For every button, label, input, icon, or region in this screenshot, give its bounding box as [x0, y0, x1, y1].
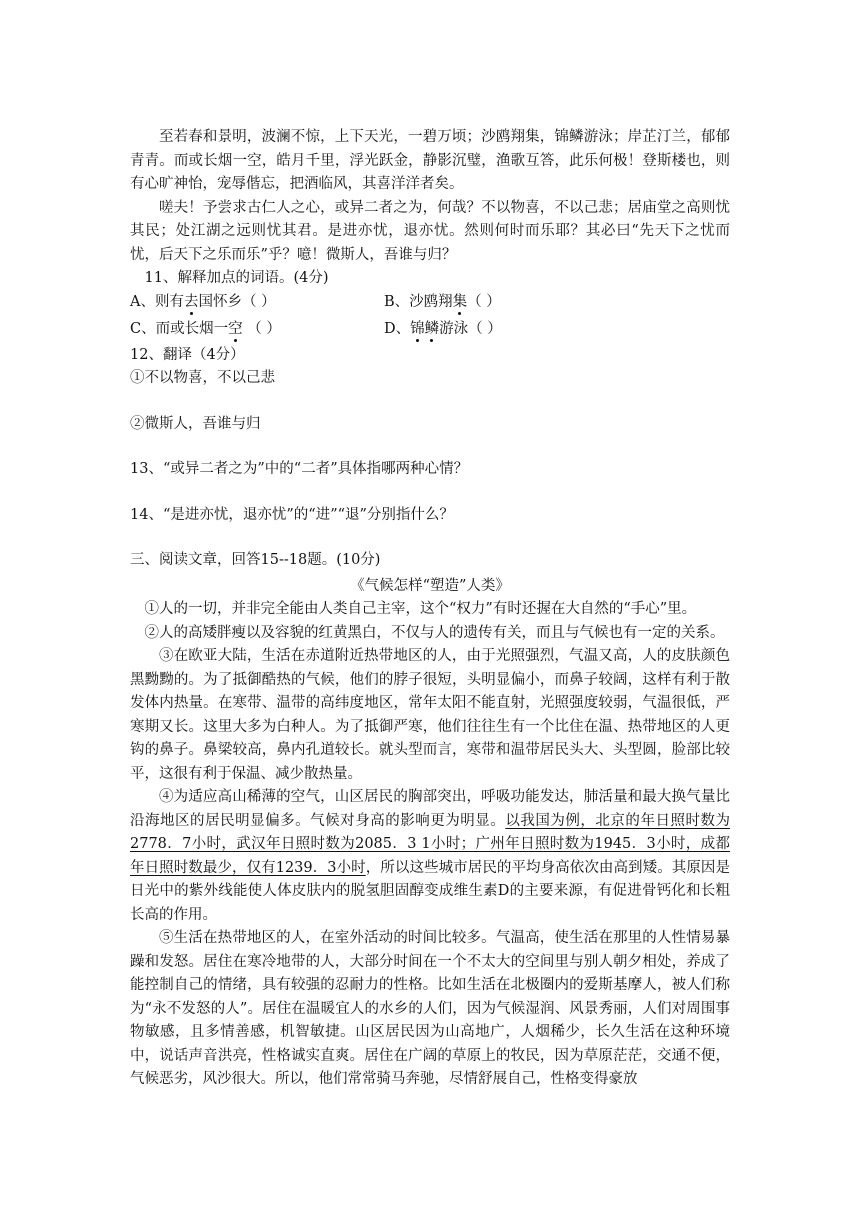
article-paragraph-1: ①人的一切，并非完全能由人类自己主宰，这个“权力”有时还握在大自然的“手心”里。	[144, 601, 697, 617]
answer-space	[130, 482, 730, 504]
dotted-word: 集	[452, 293, 468, 310]
option-b: B、沙鸥翔集（ ）	[384, 293, 501, 310]
dotted-word: 去	[183, 293, 199, 310]
question-13: 13、“或异二者之为”中的“二者”具体指哪两种心情？	[130, 461, 469, 477]
question-14: 14、“是进亦忧，退亦忧”的“进”“退”分别指什么？	[130, 506, 454, 523]
answer-space	[130, 436, 730, 458]
option-a: A、则有去国怀乡（ ）	[130, 293, 276, 310]
article-paragraph-5: ⑤生活在热带地区的人，在室外活动的时间比较多。气温高，使生活在那里的人性情易暴躁和发怒。居住在寒冷地带的人，大部分时间在一个不太大的空间里与别人朝夕相处，养成了能控制自己的情绪，具有较强的忍耐力的性格。比如生活在北极圈内的爱斯基摩人，被人们称为“永不发怒的人”。居住在温暖宜人的水乡的人们，因为气候湿润、风景秀丽，人们对周围事物敏感，且多情善感，机智敏捷。山区居民因为山高地广，人烟稀少，长久生活在这种环境中，说话声音洪亮，性格诚实直爽。居住在广阔的草原上的牧民，因为草原茫茫，交通不便，气候恶劣，风沙很大。所以，他们常常骑马奔驰，尽情舒展自己，性格变得豪放	[130, 930, 730, 1087]
question-11-options-row-1	[130, 291, 730, 315]
answer-space	[130, 391, 730, 413]
option-c: C、而或长烟一空 （ ）	[130, 321, 281, 337]
question-12-item-1: ①不以物喜，不以己悲	[130, 370, 275, 386]
section-3-heading: 三、阅读文章，回答15--18题。(10分)	[130, 552, 381, 568]
question-11-stem: 11、解释加点的词语。(4分)	[144, 270, 329, 286]
question-12-item-2: ②微斯人，吾谁与归	[130, 415, 261, 432]
underlined-sentence: 以我国为例，北京的年日照时数为2778．7小时，武汉年日照时数为2085．3 1小时；广州年日照时数为1945．3小时，成都年日照时数最少，仅有1239．3小时	[130, 812, 731, 876]
dotted-word: 鳞	[424, 321, 440, 337]
passage-paragraph-1: 至若春和景明，波澜不惊，上下天光，一碧万顷；沙鸥翔集，锦鳞游泳；岸芷汀兰，郁郁青青。而或长烟一空，皓月千里，浮光跃金，静影沉璧，渔歌互答，此乐何极！登斯楼也，则有心旷神怡，宠辱偕忘，把酒临风，其喜洋洋者矣。	[130, 129, 730, 192]
passage-paragraph-2: 嗟夫！予尝求古仁人之心，或异二者之为，何哉？不以物喜，不以己悲；居庙堂之高则忧其民；处江湖之远则忧其君。是进亦忧，退亦忧。然则何时而乐耶？其必曰“先天下之忧而忧，后天下之乐而乐”乎？噫！微斯人，吾谁与归？	[130, 199, 730, 263]
article-paragraph-3: ③在欧亚大陆，生活在赤道附近热带地区的人，由于光照强烈，气温又高，人的皮肤颜色黑黝黝的。为了抵御酷热的气候，他们的脖子很短，头明显偏小，而鼻子较阔，这样有利于散发体内热量。在寒带、温带的高纬度地区，常年太阳不能直射，光照强度较弱，气温很低，严寒期又长。这里大多为白种人。为了抵御严寒，他们往往生有一个比住在温、热带地区的人更钩的鼻子。鼻梁较高，鼻内孔道较长。就头型而言，寒带和温带居民头大、头型圆，脸部比较平，这很有利于保温、减少散热量。	[130, 648, 730, 782]
article-paragraph-4: ④为适应高山稀薄的空气，山区居民的胸部突出，呼吸功能发达，肺活量和最大换气量比沿海地区的居民明显偏多。气候对身高的影响更为明显。以我国为例，北京的年日照时数为2778．7小时，武汉年日照时数为2085．3 1小时；广州年日照时数为1945．3小时，成都年日照时数最少，仅有1239．3小时，所以这些城市居民的平均身高依次由高到矮。其原因是日光中的紫外线能使人体皮肤内的脱氢胆固醇变成维生素D的主要来源，有促进骨钙化和长粗长高的作用。	[130, 789, 731, 923]
question-12-stem: 12、翻译（4分）	[130, 346, 245, 363]
exam-page	[130, 126, 730, 1092]
question-11-options-row-2	[130, 318, 730, 342]
dotted-word: 锦	[410, 321, 425, 337]
answer-space	[130, 527, 730, 549]
article-paragraph-2: ②人的高矮胖瘦以及容貌的红黄黑白，不仅与人的遗传有关，而且与气候也有一定的关系。	[144, 624, 725, 641]
dotted-word: 空	[228, 321, 243, 337]
article-title: 《气候怎样“塑造”人类》	[350, 577, 510, 594]
option-d: D、锦鳞游泳（ ）	[384, 321, 502, 337]
